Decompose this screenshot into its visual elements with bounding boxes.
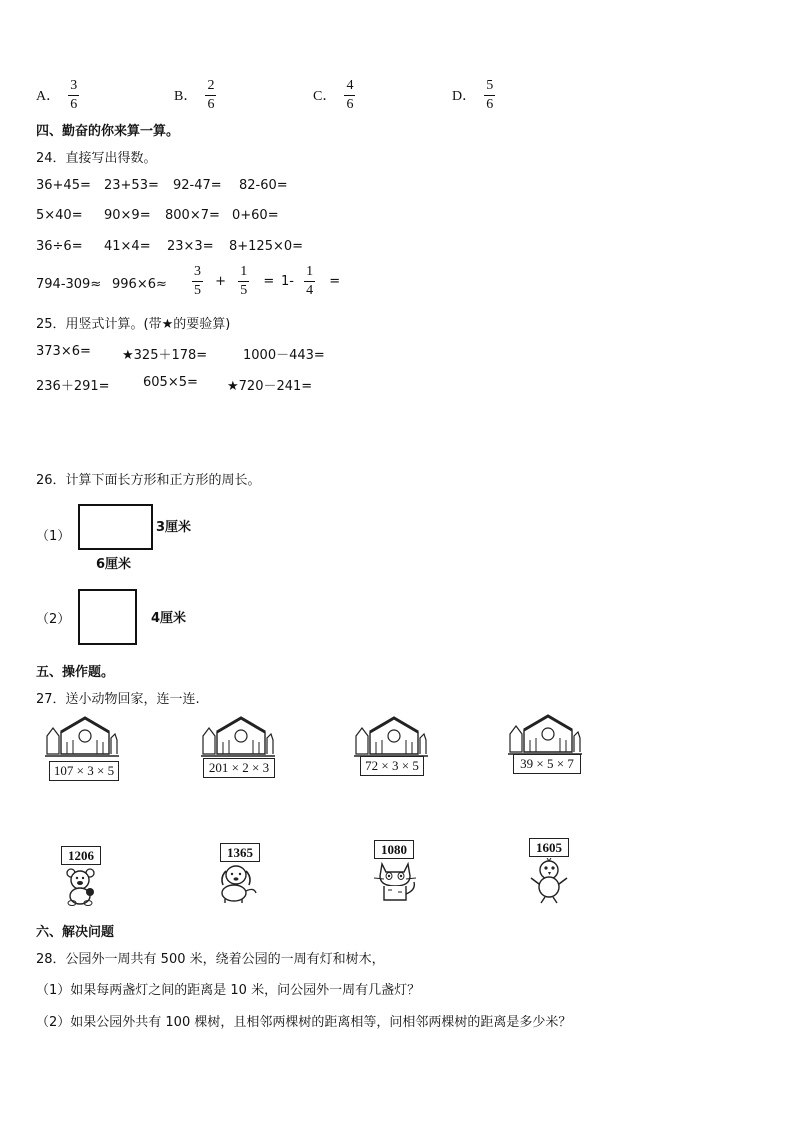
square-shape (78, 589, 137, 645)
q25-expr: ★325＋178= (122, 348, 208, 363)
house-expression[interactable]: 39 × 5 × 7 (513, 754, 581, 774)
fraction: $\frac{1}{4}$ (306, 264, 314, 298)
q26-title: 26．计算下面长方形和正方形的周长。 (36, 473, 261, 488)
q28-title: 28．公园外一周共有 500 米，绕着公园的一周有灯和树木， (36, 952, 385, 967)
house-expression[interactable]: 201 × 2 × 3 (203, 758, 275, 778)
section-5-title: 五、操作题。 (36, 665, 115, 680)
option-letter: B． (174, 89, 198, 104)
q24-expr: 90×9= (104, 208, 151, 223)
option-letter: C． (313, 89, 337, 104)
q25-expr: 1000－443= (243, 348, 325, 363)
house-expression[interactable]: 107 × 3 × 5 (49, 761, 119, 781)
q24-expr: 23+53= (104, 178, 159, 193)
fraction: $\frac{3}{5}$ (194, 264, 201, 298)
option-fraction: $\frac{4}{6}$ (346, 78, 354, 112)
option-letter: D． (452, 89, 477, 104)
q25-expr: ★720－241= (227, 379, 313, 394)
square-side-label: 4厘米 (151, 611, 187, 626)
rectangle-shape (78, 504, 153, 550)
house-icon (354, 714, 428, 760)
q24-expr: 794-309≈ (36, 277, 102, 292)
q24-expr: 5×40= (36, 208, 83, 223)
q25-title: 25．用竖式计算。(带★的要验算) (36, 317, 231, 332)
section-4-title: 四、勤奋的你来算一算。 (36, 124, 180, 139)
option-b[interactable] (174, 78, 216, 112)
animal-number[interactable]: 1605 (529, 838, 569, 857)
q28-sub2: （2）如果公园外共有 100 棵树，且相邻两棵树的距离相等，问相邻两棵树的距离是多少米？ (36, 1015, 572, 1030)
q27-title: 27．送小动物回家，连一连. (36, 692, 200, 707)
q24-expr: 82-60= (239, 178, 288, 193)
q28-sub1: （1）如果每两盏灯之间的距离是 10 米，问公园外一周有几盏灯？ (36, 983, 421, 998)
chick-icon (527, 858, 571, 904)
q25-expr: 605×5= (143, 375, 198, 390)
dog-icon (210, 863, 262, 905)
fraction: $\frac{1}{5}$ (240, 264, 248, 298)
q24-fraction-expr: 1- $\frac{1}{4}$ = (281, 264, 341, 298)
rectangle-width-label: 6厘米 (96, 557, 132, 572)
house-icon (508, 712, 582, 758)
q24-expr: 36+45= (36, 178, 91, 193)
q26-item2-label: （2） (36, 612, 71, 627)
q25-expr: 373×6= (36, 344, 91, 359)
house-icon (201, 714, 275, 760)
section-6-title: 六、解决问题 (36, 925, 115, 940)
option-fraction: $\frac{5}{6}$ (486, 78, 494, 112)
q24-expr: 36÷6= (36, 239, 83, 254)
q24-title: 24．直接写出得数。 (36, 151, 157, 166)
q24-fraction-expr: $\frac{3}{5}$ + $\frac{1}{5}$ = (194, 264, 275, 298)
option-letter: A． (36, 89, 61, 104)
cat-icon (370, 860, 420, 904)
option-d[interactable] (452, 78, 495, 112)
q24-expr: 41×4= (104, 239, 151, 254)
q24-expr: 996×6≈ (112, 277, 167, 292)
option-fraction: $\frac{2}{6}$ (207, 78, 215, 112)
option-fraction: $\frac{3}{6}$ (70, 78, 78, 112)
rectangle-height-label: 3厘米 (156, 520, 192, 535)
q25-expr: 236＋291= (36, 379, 110, 394)
q24-expr: 0+60= (232, 208, 279, 223)
option-c[interactable] (313, 78, 355, 112)
house-icon (45, 714, 119, 760)
animal-number[interactable]: 1080 (374, 840, 414, 859)
bear-icon (62, 866, 102, 906)
q24-expr: 800×7= (165, 208, 220, 223)
q24-expr: 92-47= (173, 178, 222, 193)
animal-number[interactable]: 1206 (61, 846, 101, 865)
house-expression[interactable]: 72 × 3 × 5 (360, 756, 424, 776)
q26-item1-label: （1） (36, 529, 71, 544)
animal-number[interactable]: 1365 (220, 843, 260, 862)
option-a[interactable] (36, 78, 79, 112)
q24-expr: 23×3= (167, 239, 214, 254)
q24-expr: 8+125×0= (229, 239, 304, 254)
